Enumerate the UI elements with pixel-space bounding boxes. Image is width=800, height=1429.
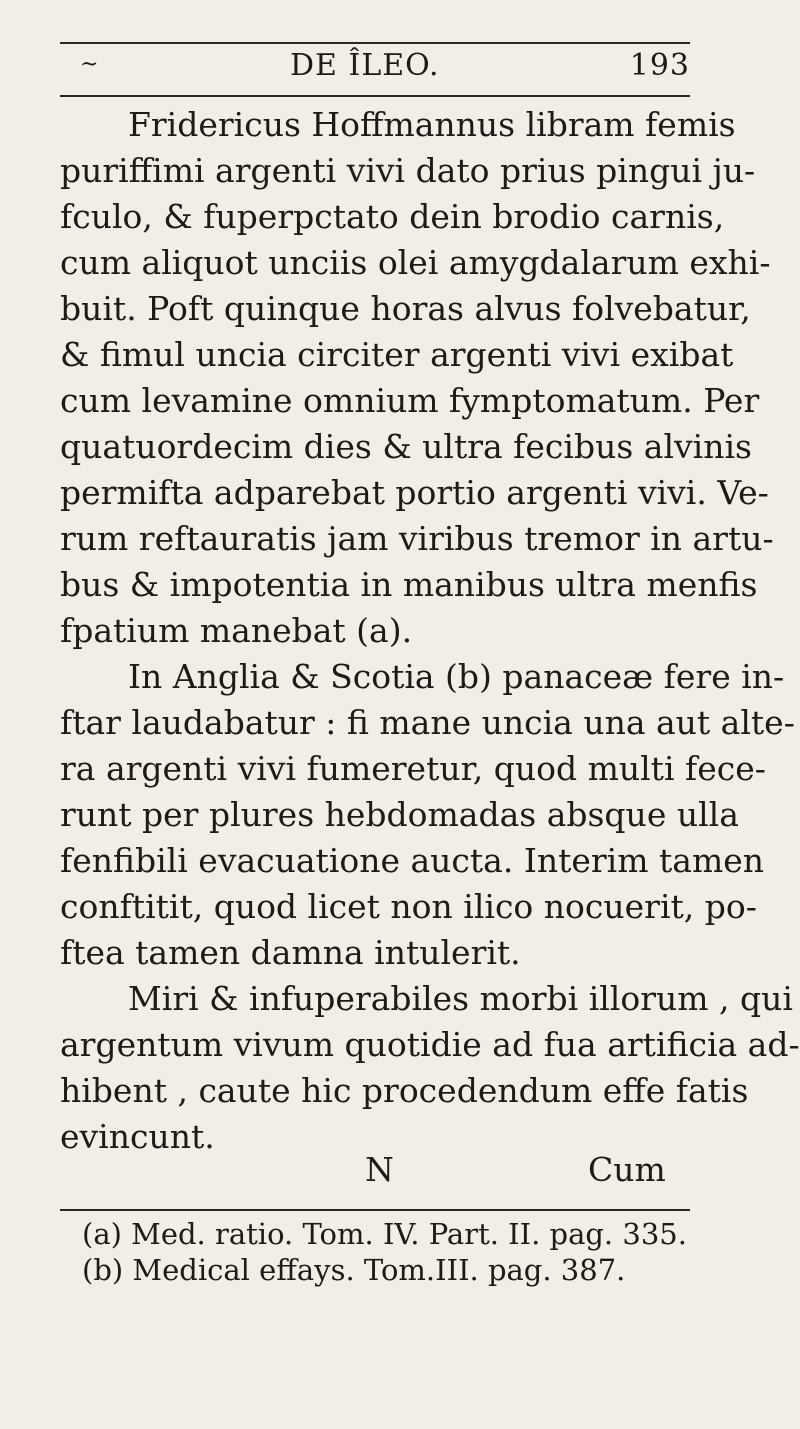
text-line: ftar laudabatur : fi mane uncia una aut alte- [60,703,795,742]
text-line: In Anglia & Scotia (b) panaceæ fere in- [128,657,785,696]
footnote-rule [60,1209,690,1211]
text-line: bus & impotentia in manibus ultra menfis [60,565,758,604]
text-line: cum levamine omnium fymptomatum. Per [60,381,760,420]
text-line: fculo, & fuperpctato dein brodio carnis, [60,197,725,236]
text-line: Fridericus Hoffmannus libram femis [128,105,736,144]
catchword: Cum [588,1150,666,1189]
footnote: (a) Med. ratio. Tom. IV. Part. II. pag. 335. [82,1217,687,1251]
text-line: conftitit, quod licet non ilico nocuerit, po- [60,887,757,926]
footnotes [82,1216,702,1288]
text-line: ra argenti vivi fumeretur, quod multi fece- [60,749,766,788]
running-title: DE ÎLEO. [290,48,440,83]
text-line: hibent , caute hic procedendum effe fatis [60,1071,749,1110]
text-line: runt per plures hebdomadas absque ulla [60,795,739,834]
page-number: 193 [629,48,690,83]
text-line: puriffimi argenti vivi dato prius pingui ju- [60,151,756,190]
text-line: fpatium manebat (a). [60,611,413,650]
text-line: buit. Poft quinque horas alvus folvebatur, [60,289,751,328]
header-mark: ~ [80,52,100,77]
text-line: evincunt. [60,1117,215,1156]
text-line: argentum vivum quotidie ad fua artificia ad- [60,1025,800,1064]
text-line: quatuordecim dies & ultra fecibus alvinis [60,427,752,466]
signature-mark: N [365,1150,394,1189]
text-line: permifta adparebat portio argenti vivi. Ve- [60,473,769,512]
catchline [60,1150,700,1196]
footnote: (b) Medical effays. Tom.III. pag. 387. [82,1253,626,1287]
running-header [60,48,690,92]
main-text [60,102,800,1160]
text-line: cum aliquot unciis olei amygdalarum exhi- [60,243,771,282]
text-line: & fimul uncia circiter argenti vivi exibat [60,335,734,374]
text-line: fenfibili evacuatione aucta. Interim tamen [60,841,765,880]
text-line: ftea tamen damna intulerit. [60,933,521,972]
text-line: rum reftauratis jam viribus tremor in artu- [60,519,774,558]
top-rule [60,42,690,44]
header-rule [60,95,690,97]
text-line: Miri & infuperabiles morbi illorum , qui [128,979,793,1018]
